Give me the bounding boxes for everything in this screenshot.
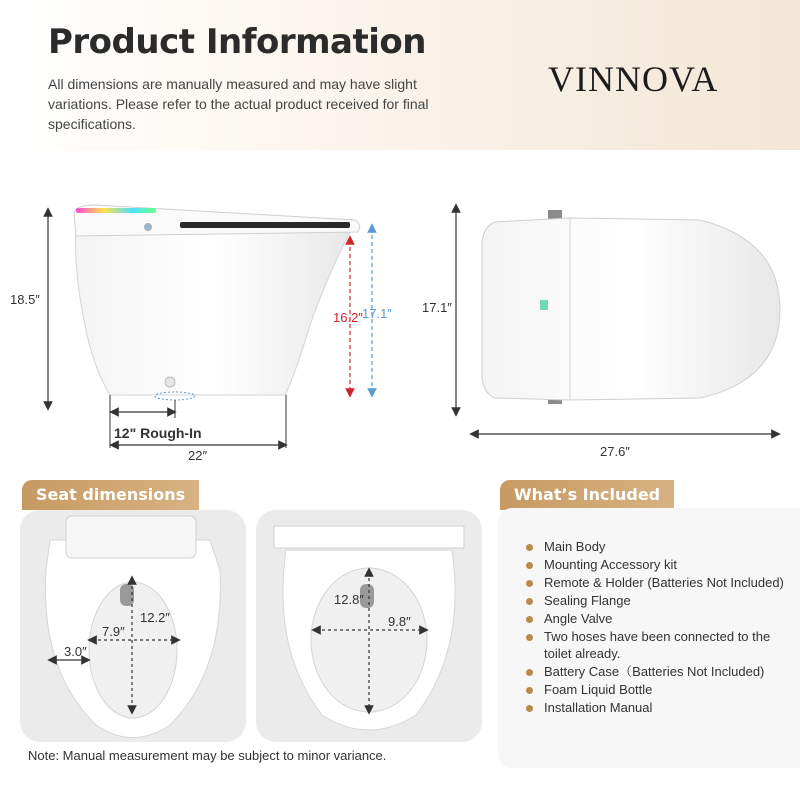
list-item — [524, 663, 794, 680]
list-item — [524, 610, 794, 627]
toilet-side-view — [74, 205, 359, 400]
list-item-text: Angle Valve — [544, 611, 613, 626]
included-badge: What’s Included — [500, 480, 674, 510]
list-item — [524, 592, 794, 609]
height-blue-label: 17.1″ — [362, 306, 392, 321]
seat-right-height: 12.8″ — [334, 592, 364, 607]
list-item-text: Installation Manual — [544, 700, 653, 715]
list-item-text: Foam Liquid Bottle — [544, 682, 653, 697]
header-banner — [0, 0, 800, 150]
disclaimer-text: All dimensions are manually measured and may have slight variations. Please refer to the actual product received for final specifications. — [48, 76, 429, 132]
dimension-diagram — [0, 150, 800, 470]
top-height-label: 17.1″ — [422, 300, 452, 315]
footnote: Note: Manual measurement may be subject to minor variance. — [28, 748, 387, 763]
list-item — [524, 628, 794, 662]
height-red-label: 16.2″ — [333, 310, 363, 325]
bullet-icon — [526, 616, 533, 623]
seat-dimensions-badge: Seat dimensions — [22, 480, 199, 510]
seat-right-width: 9.8″ — [388, 614, 411, 629]
included-list — [524, 538, 794, 717]
top-length-label: 27.6″ — [600, 444, 630, 459]
page-title: Product Information — [48, 22, 426, 62]
bullet-icon — [526, 562, 533, 569]
height-total-label: 18.5″ — [10, 292, 40, 307]
list-item — [524, 574, 794, 591]
toilet-top-view — [482, 210, 780, 404]
bullet-icon — [526, 598, 533, 605]
seat-diagram-right — [256, 510, 482, 742]
list-item — [524, 538, 794, 555]
bullet-icon — [526, 705, 533, 712]
brand-logo: VINNOVA — [548, 59, 719, 99]
seat-panel-left — [20, 510, 246, 742]
seat-panel-right — [256, 510, 482, 742]
rough-in-label: 12" Rough-In — [114, 425, 202, 441]
list-item-text: Two hoses have been connected to the toilet already. — [544, 629, 771, 661]
bullet-icon — [526, 687, 533, 694]
list-item — [524, 699, 794, 716]
seat-left-rim: 3.0″ — [64, 644, 87, 659]
list-item-text: Battery Case（Batteries Not Included) — [544, 664, 765, 679]
list-item-text: Main Body — [544, 539, 606, 554]
bullet-icon — [526, 634, 533, 641]
list-item-text: Sealing Flange — [544, 593, 631, 608]
seat-diagram-left — [20, 510, 246, 742]
depth-label: 22″ — [188, 448, 208, 463]
bullet-icon — [526, 669, 533, 676]
bullet-icon — [526, 544, 533, 551]
seat-left-width: 7.9″ — [102, 624, 125, 639]
list-item-text: Remote & Holder (Batteries Not Included) — [544, 575, 784, 590]
list-item — [524, 681, 794, 698]
list-item — [524, 556, 794, 573]
seat-left-height: 12.2″ — [140, 610, 170, 625]
list-item-text: Mounting Accessory kit — [544, 557, 677, 572]
bullet-icon — [526, 580, 533, 587]
